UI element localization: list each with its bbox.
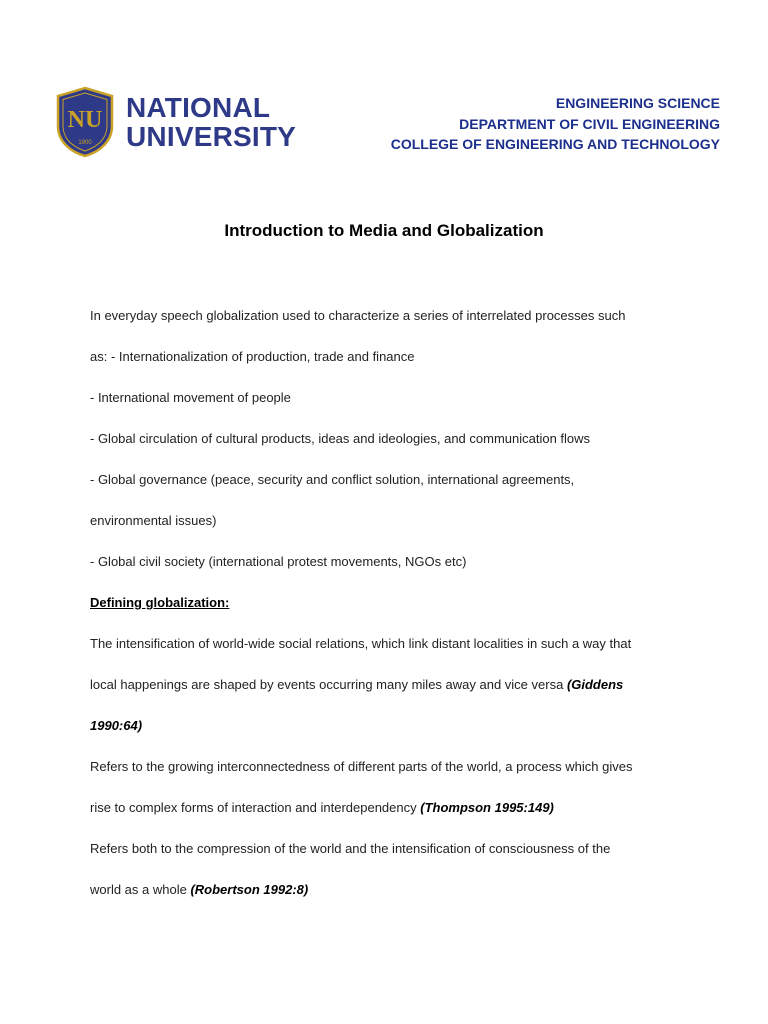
paragraph-line: Refers both to the compression of the world and the intensification of consciousness of the	[90, 841, 611, 856]
list-item	[90, 469, 678, 510]
paragraph-line: The intensification of world-wide social relations, which link distant localities in such a way that	[90, 636, 632, 651]
list-item-continued: environmental issues)	[90, 513, 217, 528]
list-item: - Global circulation of cultural products, ideas and ideologies, and communication flows	[90, 431, 591, 446]
logo-line-2: UNIVERSITY	[126, 121, 297, 152]
logo-wordmark	[126, 93, 296, 151]
list-item: - International movement of people	[90, 390, 291, 405]
citation: 1990:64)	[90, 718, 143, 733]
document-body	[90, 305, 678, 920]
paragraph-line	[90, 879, 678, 920]
paragraph-text: world as a whole	[90, 882, 191, 897]
paragraph-line	[90, 305, 678, 346]
citation: (Giddens	[566, 677, 624, 692]
paragraph-line	[90, 674, 678, 715]
paragraph-text: rise to complex forms of interaction and interdependency	[90, 800, 421, 815]
citation: (Thompson 1995:149)	[420, 800, 554, 815]
paragraph-line: Refers to the growing interconnectedness of different parts of the world, a process which gives	[90, 759, 633, 774]
section-heading: Defining globalization:	[90, 595, 230, 610]
logo-line-1: NATIONAL	[126, 92, 271, 123]
seal-year: 1900	[78, 140, 92, 146]
list-item-text: - Global governance (peace, security and conflict solution, international agreements,	[90, 472, 575, 487]
citation: (Robertson 1992:8)	[190, 882, 309, 897]
paragraph-line: as: - Internationalization of production, trade and finance	[90, 349, 415, 364]
department-header	[391, 93, 720, 155]
university-logo	[54, 86, 296, 158]
paragraph-text: local happenings are shaped by events occurring many miles away and vice versa	[90, 677, 567, 692]
dept-line-3: COLLEGE OF ENGINEERING AND TECHNOLOGY	[390, 136, 720, 152]
dept-line-2: DEPARTMENT OF CIVIL ENGINEERING	[459, 115, 720, 132]
seal-letters: NU	[67, 107, 103, 133]
dept-line-1: ENGINEERING SCIENCE	[555, 95, 720, 111]
paragraph-line	[90, 797, 678, 838]
justified-text: In everyday speech globalization used to characterize a series of interrelated processes such	[90, 308, 626, 323]
list-item: - Global civil society (international protest movements, NGOs etc)	[90, 554, 467, 569]
university-seal-icon	[54, 86, 116, 158]
document-title: Introduction to Media and Globalization	[224, 221, 544, 240]
